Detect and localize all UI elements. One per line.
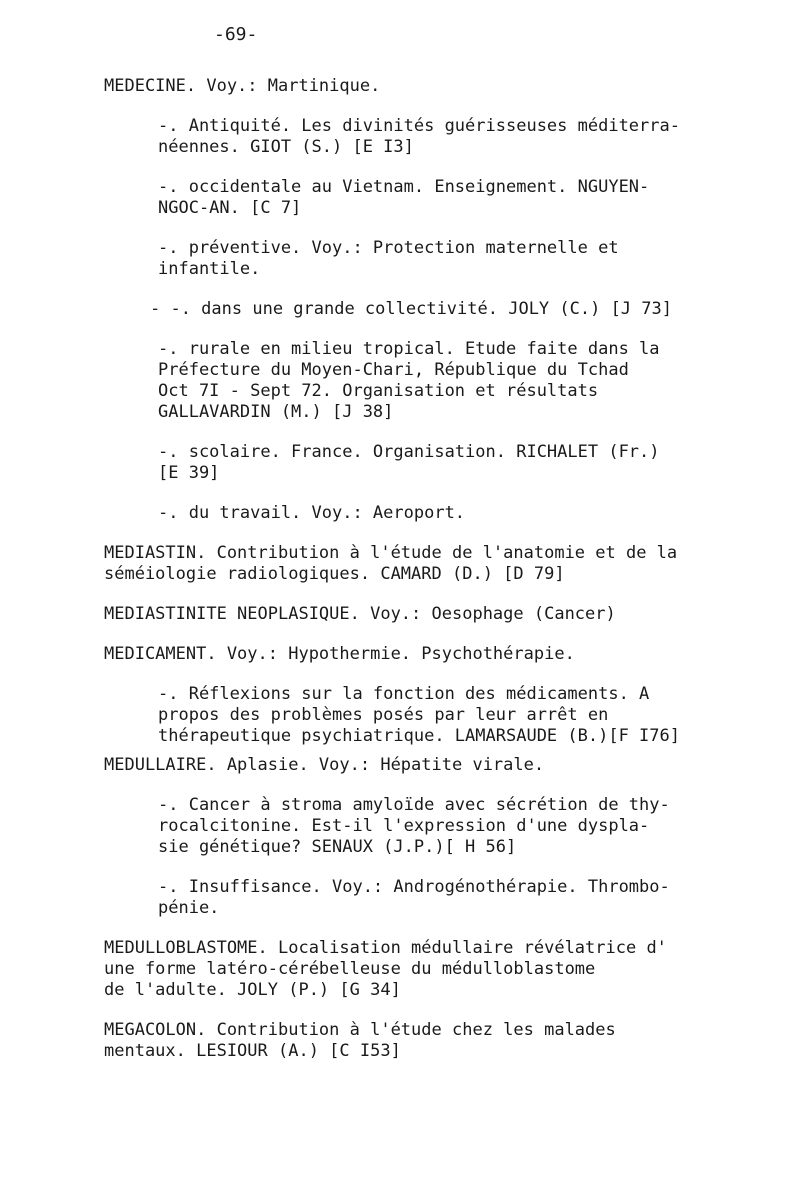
entry-line: -. Insuffisance. Voy.: Androgénothérapie. Thrombo-: [158, 877, 670, 897]
entry-line: - -. dans une grande collectivité. JOLY (C.) [J 73]: [150, 299, 672, 319]
entry-line: Oct 7I - Sept 72. Organisation et résultats: [158, 381, 599, 401]
index-entry-mediastinite: [104, 604, 778, 625]
entry-line: une forme latéro-cérébelleuse du médulloblastome: [104, 959, 596, 979]
entry-line: -. Réflexions sur la fonction des médicaments. A: [158, 684, 650, 704]
index-subentry: [158, 877, 706, 919]
entry-line: MEDULLAIRE. Aplasie. Voy.: Hépatite virale.: [104, 755, 545, 775]
entry-line: Préfecture du Moyen-Chari, République du Tchad: [158, 360, 629, 380]
entry-line: MEDIASTINITE NEOPLASIQUE. Voy.: Oesophage (Cancer): [104, 604, 616, 624]
index-subentry: [158, 503, 706, 524]
index-entry-medecine: [104, 76, 778, 97]
entry-line: thérapeutique psychiatrique. LAMARSAUDE (B.)[F I76]: [158, 726, 680, 746]
index-entries: [0, 76, 800, 1081]
index-subentry: [158, 442, 706, 484]
entry-line: de l'adulte. JOLY (P.) [G 34]: [104, 980, 401, 1000]
entry-line: propos des problèmes posés par leur arrêt en: [158, 705, 609, 725]
entry-line: -. préventive. Voy.: Protection maternelle et: [158, 238, 619, 258]
entry-line: -. du travail. Voy.: Aeroport.: [158, 503, 466, 523]
index-entry-mediastin: [104, 543, 778, 585]
entry-line: mentaux. LESIOUR (A.) [C I53]: [104, 1041, 401, 1061]
index-entry-medullaire: [104, 755, 778, 776]
entry-line: -. Antiquité. Les divinités guérisseuses méditerra-: [158, 116, 680, 136]
index-subentry: [158, 339, 706, 423]
index-entry-medulloblastome: [104, 938, 778, 1001]
entry-line: MEDIASTIN. Contribution à l'étude de l'anatomie et de la: [104, 543, 678, 563]
entry-line: NGOC-AN. [C 7]: [158, 198, 302, 218]
entry-line: sie génétique? SENAUX (J.P.)[ H 56]: [158, 837, 517, 857]
index-entry-megacolon: [104, 1020, 778, 1062]
entry-line: MEGACOLON. Contribution à l'étude chez les malades: [104, 1020, 616, 1040]
entry-line: -. occidentale au Vietnam. Enseignement. NGUYEN-: [158, 177, 650, 197]
entry-line: pénie.: [158, 898, 220, 918]
index-entry-medicament: [104, 644, 778, 665]
index-subentry: [158, 795, 706, 858]
entry-line: -. Cancer à stroma amyloïde avec sécrétion de thy-: [158, 795, 670, 815]
entry-line: rocalcitonine. Est-il l'expression d'une dyspla-: [158, 816, 650, 836]
entry-line: séméiologie radiologiques. CAMARD (D.) [D 79]: [104, 564, 565, 584]
index-subentry: [158, 238, 706, 280]
entry-line: infantile.: [158, 259, 261, 279]
entry-line: MEDECINE. Voy.: Martinique.: [104, 76, 381, 96]
index-subentry: [150, 299, 698, 320]
entry-line: MEDULLOBLASTOME. Localisation médullaire révélatrice d': [104, 938, 667, 958]
entry-line: -. rurale en milieu tropical. Etude faite dans la: [158, 339, 660, 359]
entry-line: MEDICAMENT. Voy.: Hypothermie. Psychothérapie.: [104, 644, 575, 664]
index-subentry: [158, 116, 706, 158]
entry-line: néennes. GIOT (S.) [E I3]: [158, 137, 414, 157]
entry-line: GALLAVARDIN (M.) [J 38]: [158, 402, 394, 422]
entry-line: -. scolaire. France. Organisation. RICHALET (Fr.): [158, 442, 660, 462]
index-subentry: [158, 177, 706, 219]
index-subentry: [158, 684, 706, 747]
page-number: -69-: [214, 24, 258, 45]
entry-line: [E 39]: [158, 463, 220, 483]
